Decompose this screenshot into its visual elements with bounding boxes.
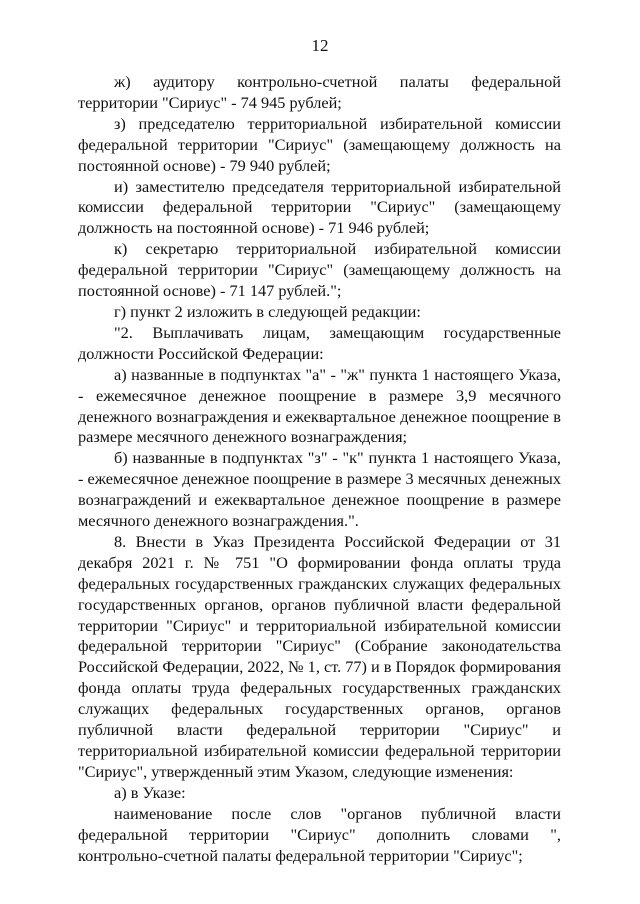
paragraph-subpoint-g: г) пункт 2 изложить в следующей редакции: (114, 301, 421, 321)
paragraph-subpoint-a: а) названные в подпунктах "а" - "ж" пункта 1 настоящего Указа, - ежемесячное денежное поощрение в размере 3,9 месячного денежного вознаграждения и ежеквартальное денежное поощрение в размере месячного денежного вознаграждения; (78, 364, 561, 447)
page-number: 12 (311, 36, 329, 55)
paragraph-item-z: з) председателю территориальной избирательной комиссии федеральной территории "Сириус" (замещающему должность на постоянной основе) - 79 940 рублей; (78, 113, 561, 175)
paragraph-subpoint-b: б) названные в подпунктах "з" - "к" пункта 1 настоящего Указа, - ежемесячное денежное поощрение в размере 3 месячных денежных вознаграждений и ежеквартальное денежное поощрение в размере месячного денежного вознаграждения.". (78, 448, 561, 531)
paragraph-item-zh: ж) аудитору контрольно-счетной палаты федеральной территории "Сириус" - 74 945 рублей; (78, 72, 561, 112)
paragraph-in-decree: а) в Указе: (114, 782, 186, 802)
document-body (78, 72, 561, 866)
paragraph-item-i: и) заместителю председателя территориальной избирательной комиссии федеральной территории "Сириус" (замещающему должность на постоянной основе) - 71 946 рублей; (78, 176, 561, 238)
paragraph-title-amendment: наименование после слов "органов публичной власти федеральной территории "Сириус" дополнить словами ", контрольно-счетной палаты федеральной территории "Сириус"; (78, 803, 561, 865)
paragraph-point-2: "2. Выплачивать лицам, замещающим государственные должности Российской Федерации: (78, 322, 561, 363)
paragraph-point-8: 8. Внести в Указ Президента Российской Федерации от 31 декабря 2021 г. № 751 "О формировании фонда оплаты труда федеральных государственных гражданских служащих федеральных государственных органов, органов публичной власти федеральной территории "Сириус" и территориальной избирательной комиссии федеральной территории "Сириус" (Собрание законодательства Российской Федерации, 2022, № 1, ст. 77) и в Порядок формирования фонда оплаты труда федеральных государственных гражданских служащих федеральных государственных органов, органов публичной власти федеральной территории "Сириус" и территориальной избирательной комиссии федеральной территории "Сириус", утвержденный этим Указом, следующие изменения: (78, 531, 561, 781)
paragraph-item-k: к) секретарю территориальной избирательной комиссии федеральной территории "Сириус" (замещающему должность на постоянной основе) - 71 147 рублей."; (78, 239, 561, 301)
